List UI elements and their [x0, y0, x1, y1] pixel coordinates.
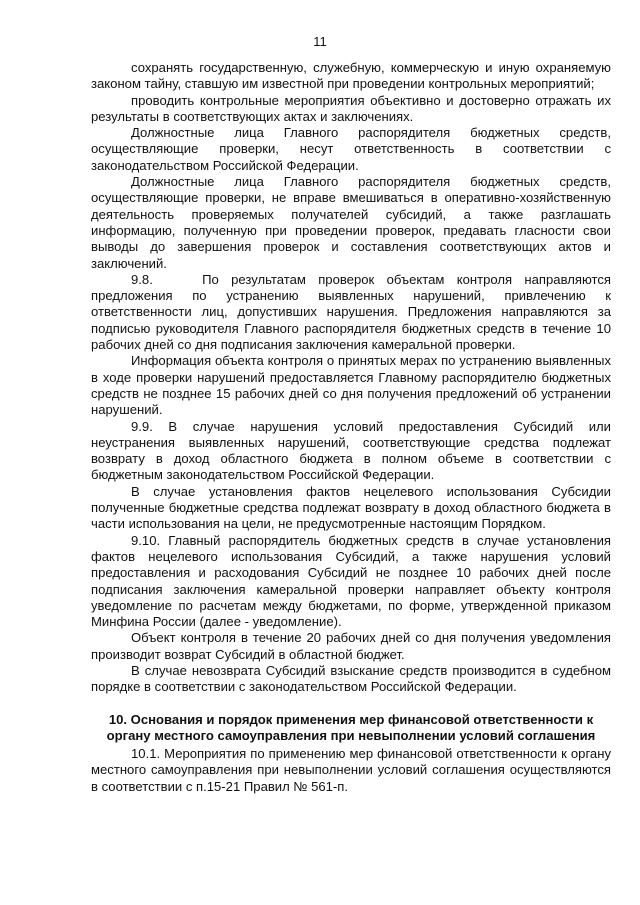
section-10-heading: 10. Основания и порядок применения мер финансовой ответственности к органу местного самоуправления при невыполнении условий соглашения: [106, 711, 596, 743]
paragraph-responsibility: Должностные лица Главного распорядителя бюджетных средств, осуществляющие проверки, несут ответственность в соответствии с законодательством Российской Федерации.: [91, 125, 611, 173]
page-number: 11: [313, 34, 327, 49]
paragraph-court-recovery: В случае невозврата Субсидий взыскание средств производится в судебном порядке в соответствии с законодательством Российской Федерации.: [91, 662, 611, 695]
paragraph-9-8: 9.8. По результатам проверок объектам контроля направляются предложения по устранению выявленных нарушений, привлечению к ответственности лиц, допустивших нарушения. Предложения направляются за подписью руководителя Главного распорядителя бюджетных средств в течение 10 рабочих дней со дня подписания заключения камеральной проверки.: [91, 271, 611, 353]
paragraph-9-10: 9.10. Главный распорядитель бюджетных средств в случае установления фактов нецелевого использования Субсидий, а также нарушения условий предоставления и расходования Субсидий не позднее 10 рабочих дней после подписания заключения камеральной проверки направляет объекту контроля уведомление по расчетам между бюджетами, по форме, утвержденной приказом Минфина России (далее - уведомление).: [91, 532, 611, 630]
paragraph-misuse-return: В случае установления фактов нецелевого использования Субсидии полученные бюджетные средства подлежат возврату в доход областного бюджета в части использования на цели, не предусмотренные настоящим Порядком.: [91, 483, 611, 532]
paragraph-non-interference: Должностные лица Главного распорядителя бюджетных средств, осуществляющие проверки, не вправе вмешиваться в оперативно-хозяйственную деятельность проверяемых получателей субсидий, а также разглашать информацию, полученную при проведении проверок, предавать гласности свои выводы до завершения проверок и составления соответствующих актов и заключений.: [91, 174, 611, 271]
paragraph-objectivity: проводить контрольные мероприятия объективно и достоверно отражать их результаты в соответствующих актах и заключениях.: [91, 92, 611, 124]
paragraph-confidentiality: сохранять государственную, служебную, коммерческую и иную охраняемую законом тайну, ставшую им известной при проведении контрольных мероприятий;: [91, 60, 611, 92]
paragraph-9-9: 9.9. В случае нарушения условий предоставления Субсидий или неустранения выявленных нарушений, соответствующие средства подлежат возврату в доход областного бюджета в полном объеме в соответствии с бюджетным законодательством Российской Федерации.: [91, 418, 611, 483]
paragraph-10-1: 10.1. Мероприятия по применению мер финансовой ответственности к органу местного самоуправления при невыполнении условий соглашения осуществляются в соответствии с п.15-21 Правил № 561-п.: [91, 746, 611, 794]
paragraph-control-info: Информация объекта контроля о принятых мерах по устранению выявленных в ходе проверки нарушений предоставляется Главному распорядителю бюджетных средств не позднее 15 рабочих дней со дня получения предложений об устранении нарушений.: [91, 353, 611, 418]
document-body: [91, 60, 611, 795]
paragraph-return-deadline: Объект контроля в течение 20 рабочих дней со дня получения уведомления производит возврат Субсидий в областной бюджет.: [91, 630, 611, 662]
